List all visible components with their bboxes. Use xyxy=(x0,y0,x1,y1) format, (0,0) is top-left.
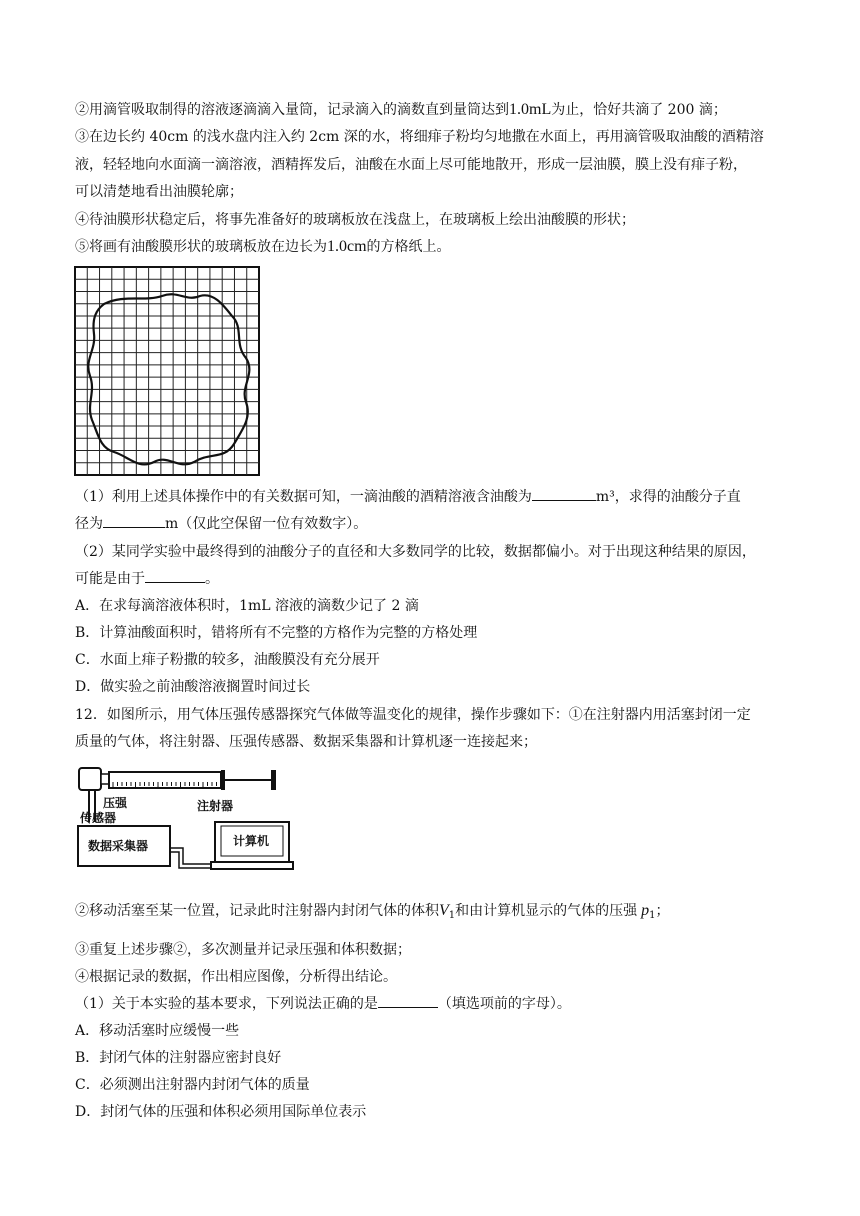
q2-option-a: A．在求每滴溶液体积时，1mL 溶液的滴数少记了 2 滴 xyxy=(75,598,419,614)
pressure-sensor-label-2: 传感器 xyxy=(80,811,117,825)
pressure-subscript: 1 xyxy=(649,910,656,921)
step-3-line-2: 液，轻轻地向水面滴一滴溶液，酒精挥发后，油酸在水面上尽可能地散开，形成一层油膜，膜上没有痱子粉， xyxy=(75,157,747,173)
volume-symbol: V xyxy=(439,902,449,919)
q1-text: （1）利用上述具体操作中的有关数据可知，一滴油酸的酒精溶液含油酸为 xyxy=(75,489,532,505)
syringe-label: 注射器 xyxy=(197,799,234,813)
data-collector-label: 数据采集器 xyxy=(88,839,149,853)
q12-option-b: B．封闭气体的注射器应密封良好 xyxy=(75,1050,282,1066)
q1-line-2 xyxy=(75,515,367,533)
q1-line-1 xyxy=(75,488,741,506)
problem-12-line-2: 质量的气体，将注射器、压强传感器、数据采集器和计算机逐一连接起来； xyxy=(75,734,537,750)
oil-film-grid-figure xyxy=(74,266,260,476)
pressure-symbol: p xyxy=(641,902,650,919)
q1-unit-text: m³，求得的油酸分子直 xyxy=(595,489,741,505)
step-2-text-end: 为止，恰好共滴了 200 滴； xyxy=(551,102,727,118)
q12-option-c: C．必须测出注射器内封闭气体的质量 xyxy=(75,1077,310,1093)
q2-line-1: （2）某同学实验中最终得到的油酸分子的直径和大多数同学的比较，数据都偏小。对于出现这种结果的原因， xyxy=(75,544,756,560)
pressure-sensor-head xyxy=(79,768,101,790)
computer-label: 计算机 xyxy=(233,834,270,848)
q12-option-d: D．封闭气体的压强和体积必须用国际单位表示 xyxy=(75,1104,367,1120)
step-3-line-3: 可以清楚地看出油膜轮廓； xyxy=(75,184,243,200)
step-2-line xyxy=(75,101,727,119)
step-5-text: ⑤将画有油酸膜形状的玻璃板放在边长为 xyxy=(75,239,327,255)
q2-option-c: C．水面上痱子粉撒的较多，油酸膜没有充分展开 xyxy=(75,652,380,668)
pressure-sensor-label: 压强 xyxy=(103,796,128,810)
q2-text-end: 。 xyxy=(205,571,219,587)
step-12-3-line: ③重复上述步骤②，多次测量并记录压强和体积数据； xyxy=(75,942,411,958)
step-2-volume: 1.0mL xyxy=(509,101,552,118)
q2-text: 可能是由于 xyxy=(75,571,145,587)
q12-1-text: （1）关于本实验的基本要求，下列说法正确的是 xyxy=(75,996,378,1012)
step-2-text: ②用滴管吸取制得的溶液逐滴滴入量筒，记录滴入的滴数直到量筒达到 xyxy=(75,102,509,118)
step-3-line-1: ③在边长约 40cm 的浅水盘内注入约 2cm 深的水，将细痱子粉均匀地撒在水面上，再用滴管吸取油酸的酒精溶 xyxy=(75,129,764,145)
q2-blank[interactable] xyxy=(145,570,205,583)
step-12-2-text-2: 和由计算机显示的气体的压强 xyxy=(455,903,638,919)
q1-text-2: 径为 xyxy=(75,516,103,532)
step-12-2-text-end: ； xyxy=(655,903,670,919)
q2-option-d: D．做实验之前油酸溶液搁置时间过长 xyxy=(75,679,311,695)
q1-text-3: m（仅此空保留一位有效数字）。 xyxy=(165,516,368,532)
step-12-2-text: ②移动活塞至某一位置，记录此时注射器内封闭气体的体积 xyxy=(75,903,439,919)
q2-line-2 xyxy=(75,570,219,588)
step-12-2-line xyxy=(75,902,670,925)
q12-option-a: A．移动活塞时应缓慢一些 xyxy=(75,1023,240,1039)
volume-subscript: 1 xyxy=(448,910,456,921)
syringe-barrel xyxy=(109,772,221,788)
step-5-text-end: 的方格纸上。 xyxy=(366,239,451,255)
q12-1-text-end: （填选项前的字母）。 xyxy=(437,996,571,1012)
step-5-line xyxy=(75,238,451,256)
q12-1-blank[interactable] xyxy=(378,995,438,1008)
q1-blank-diameter[interactable] xyxy=(103,515,165,528)
q12-1-line xyxy=(75,995,571,1013)
q2-option-b: B．计算油酸面积时，错将所有不完整的方格作为完整的方格处理 xyxy=(75,625,478,641)
apparatus-figure xyxy=(75,764,297,876)
problem-12-line-1: 12．如图所示，用气体压强传感器探究气体做等温变化的规律，操作步骤如下：①在注射器内用活塞封闭一定 xyxy=(75,707,751,723)
step-4-line: ④待油膜形状稳定后，将事先准备好的玻璃板放在浅盘上，在玻璃板上绘出油酸膜的形状； xyxy=(75,212,635,228)
step-12-4-line: ④根据记录的数据，作出相应图像，分析得出结论。 xyxy=(75,969,397,985)
step-5-grid-size: 1.0cm xyxy=(327,238,367,255)
q1-blank-volume[interactable] xyxy=(532,488,596,501)
